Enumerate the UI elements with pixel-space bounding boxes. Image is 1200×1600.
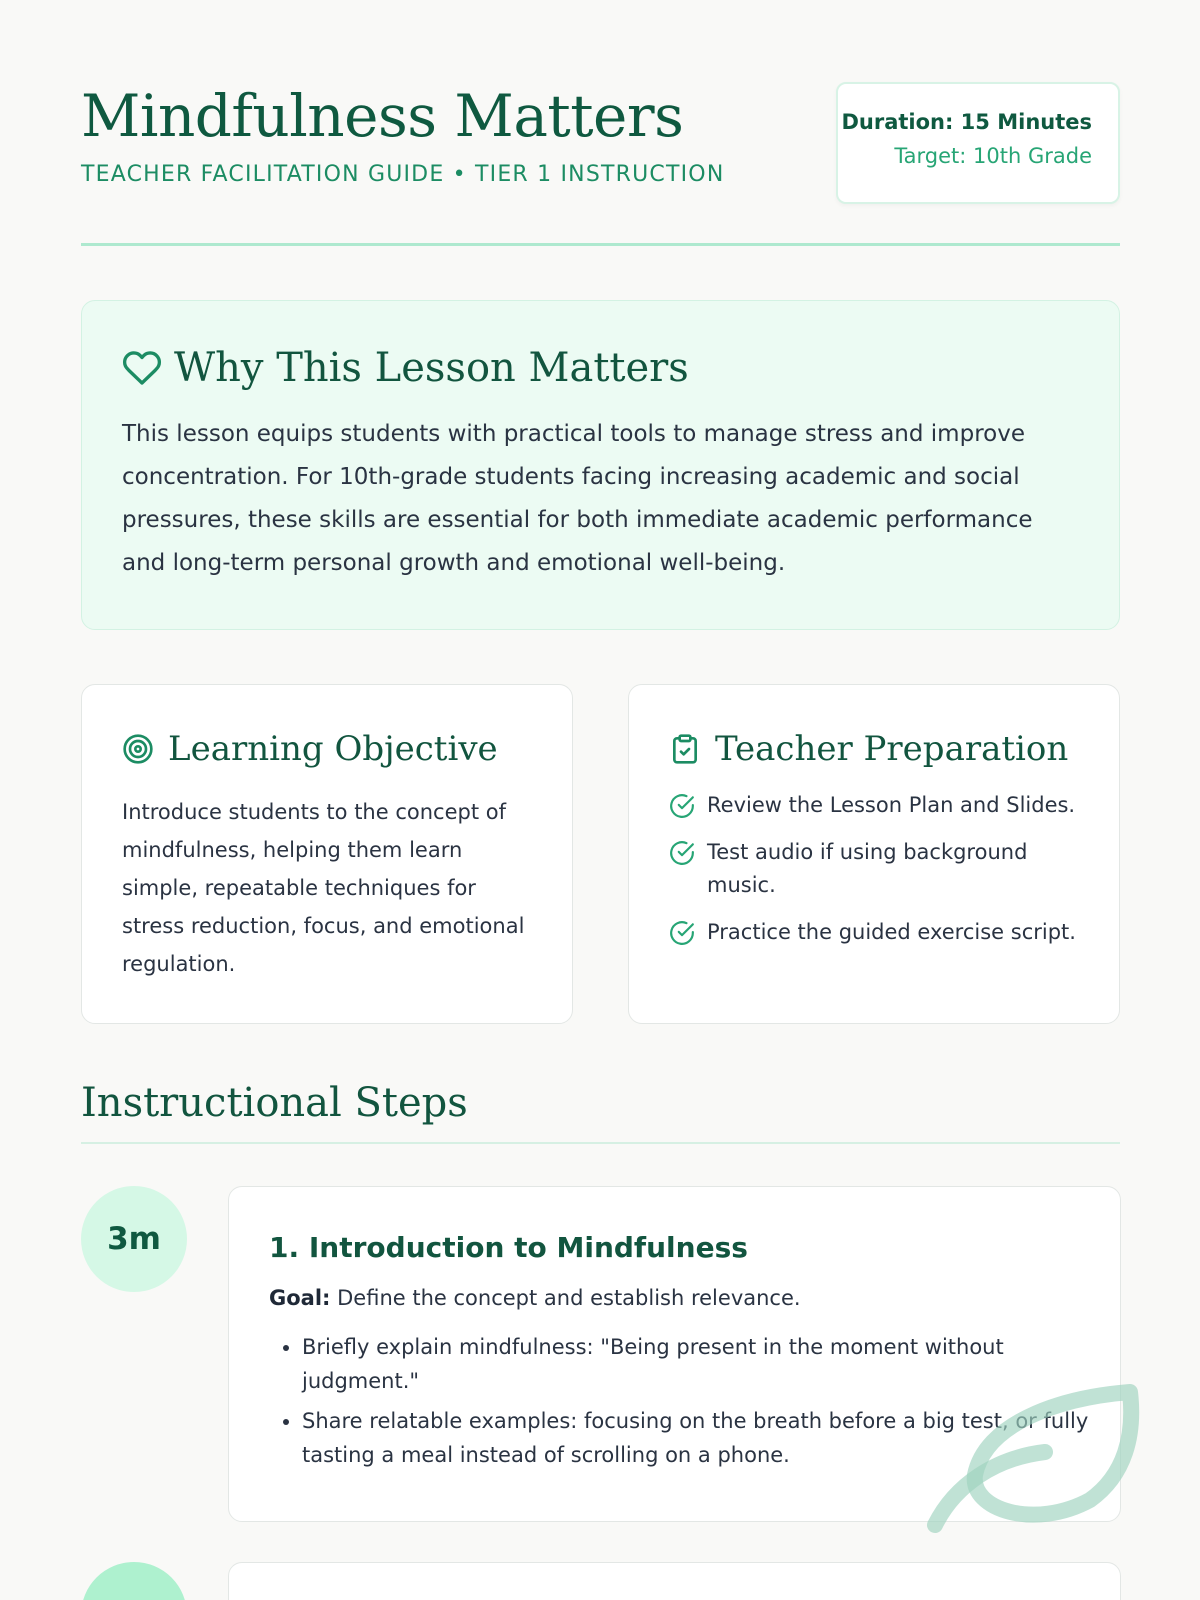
duration-label: Duration: 15 Minutes xyxy=(841,110,1092,134)
page-subtitle: TEACHER FACILITATION GUIDE • TIER 1 INSTRUCTION xyxy=(81,162,725,187)
instructional-steps-heading: Instructional Steps xyxy=(81,1080,468,1126)
step-duration-badge: 3m xyxy=(81,1186,187,1292)
check-circle-icon xyxy=(669,840,695,866)
checklist-item xyxy=(669,836,1099,902)
objective-card-title: Learning Objective xyxy=(168,729,498,769)
target-icon xyxy=(122,733,154,765)
preparation-checklist xyxy=(669,789,1099,949)
why-lesson-matters-card xyxy=(81,300,1120,630)
preparation-card-heading xyxy=(669,729,1099,769)
why-card-heading xyxy=(122,345,1079,391)
step-goal xyxy=(269,1286,1080,1310)
check-circle-icon xyxy=(669,793,695,819)
objective-card-body: Introduce students to the concept of mindfulness, helping them learn simple, repeatable techniques for stress reduction, focus, and emotional regulation. xyxy=(122,800,525,976)
steps-divider xyxy=(81,1142,1120,1144)
lesson-meta-box xyxy=(836,82,1120,204)
why-card-title: Why This Lesson Matters xyxy=(174,345,689,391)
teacher-preparation-card xyxy=(628,684,1120,1024)
step-title: 1. Introduction to Mindfulness xyxy=(269,1231,748,1264)
next-step-badge xyxy=(81,1562,187,1600)
step-bullet: • Briefly explain mindfulness: "Being present in the moment without judgment." xyxy=(302,1330,1102,1398)
heart-icon xyxy=(122,348,162,388)
check-circle-icon xyxy=(669,920,695,946)
header-divider xyxy=(81,243,1120,246)
checklist-item xyxy=(669,916,1099,949)
checklist-item-text: Review the Lesson Plan and Slides. xyxy=(707,793,1076,817)
next-step-card xyxy=(228,1562,1121,1600)
checklist-item-text: Practice the guided exercise script. xyxy=(707,920,1076,944)
step-goal-text: Define the concept and establish relevance. xyxy=(337,1286,801,1310)
checklist-item-text: Test audio if using background music. xyxy=(707,840,1028,897)
checklist-item xyxy=(669,789,1099,822)
clipboard-check-icon xyxy=(669,733,701,765)
leaf-decoration-icon xyxy=(925,1380,1145,1550)
why-card-body: This lesson equips students with practical tools to manage stress and improve concentration. For 10th-grade students facing increasing academic and social pressures, these skills are essential for both immediate academic performance and long-term personal growth and emotional well-being. xyxy=(122,421,1033,576)
preparation-card-title: Teacher Preparation xyxy=(715,729,1069,769)
step-bullet: • Share relatable examples: focusing on the breath before a big test, or fully tasting a meal instead of scrolling on a phone. xyxy=(302,1404,1102,1472)
page-title: Mindfulness Matters xyxy=(81,82,684,150)
learning-objective-card xyxy=(81,684,573,1024)
objective-card-heading xyxy=(122,729,532,769)
target-grade-label: Target: 10th Grade xyxy=(894,144,1092,168)
step-goal-label: Goal: xyxy=(269,1286,331,1310)
page-header xyxy=(81,82,1120,242)
